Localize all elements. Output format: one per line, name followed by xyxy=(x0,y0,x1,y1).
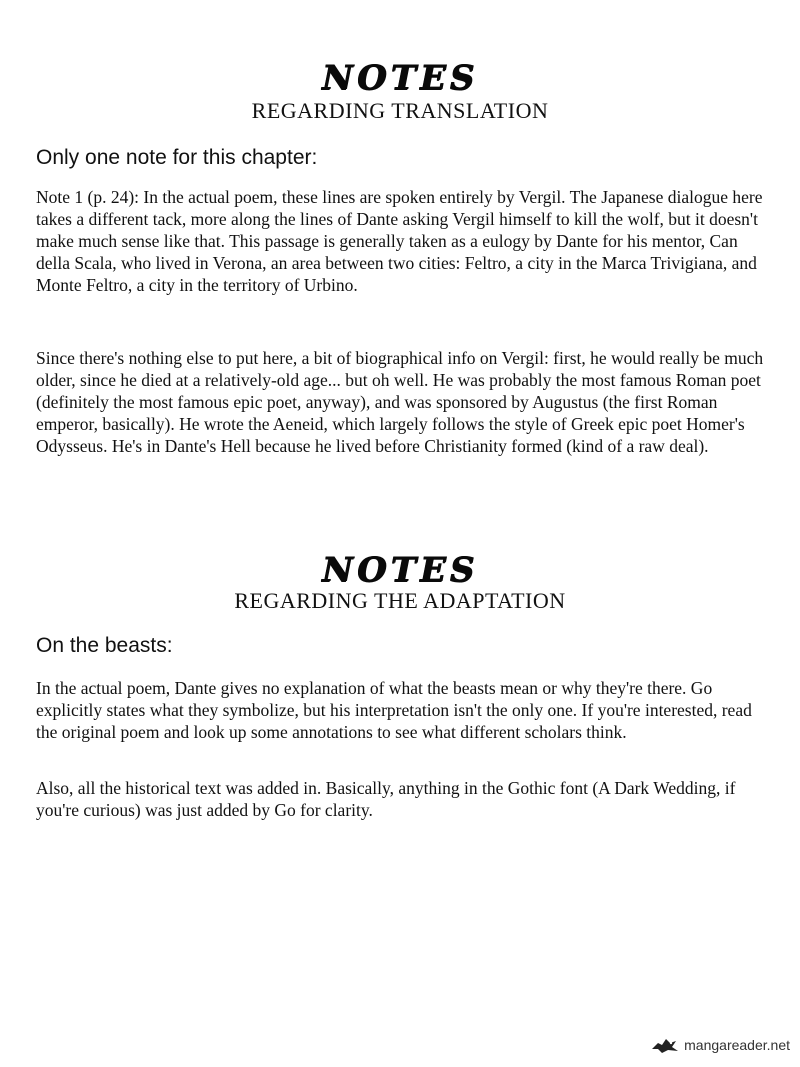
paragraph-note-1: Note 1 (p. 24): In the actual poem, these lines are spoken entirely by Vergil. The Japanese dialogue here takes a different tack, more along the lines of Dante asking Vergil himself to kill the wolf, but it doesn't make much sense like that. This passage is generally taken as a eulogy by Dante for his mentor, Can della Scala, who lived in Verona, an area between two cities: Feltro, a city in the Marca Trivigiana, and Monte Feltro, a city in the territory of Urbino. xyxy=(36,187,763,295)
dragon-icon xyxy=(650,1035,680,1055)
watermark-text: mangareader.net xyxy=(684,1037,790,1053)
paragraph-beasts: In the actual poem, Dante gives no explanation of what the beasts mean or why they're there. Go explicitly states what they symbolize, but his interpretation isn't the only one. If you're interested, read the original poem and look up some annotations to see what different scholars think. xyxy=(36,678,752,742)
subtitle-translation: REGARDING TRANSLATION xyxy=(251,98,549,123)
paragraph-vergil-bio: Since there's nothing else to put here, a bit of biographical info on Vergil: first, he would really be much older, since he died at a relatively-old age... but oh well. He was probably the most famous Roman poet (definitely the most famous epic poet, anyway), and was sponsored by Augustus (the first Roman emperor, basically). He wrote the Aeneid, which largely follows the style of Greek epic poet Homer's Odysseus. He's in Dante's Hell because he lived before Christianity formed (kind of a raw deal). xyxy=(36,348,764,456)
subtitle-adaptation: REGARDING THE ADAPTATION xyxy=(234,588,566,613)
watermark xyxy=(650,1035,790,1055)
paragraph-gothic-font: Also, all the historical text was added in. Basically, anything in the Gothic font (A Dark Wedding, if you're curious) was just added by Go for clarity. xyxy=(36,778,736,820)
notes-title-adaptation: NOTES xyxy=(321,550,479,590)
heading-one-note: Only one note for this chapter: xyxy=(36,146,318,169)
notes-title-translation: NOTES xyxy=(321,58,479,98)
heading-beasts: On the beasts: xyxy=(36,634,173,657)
